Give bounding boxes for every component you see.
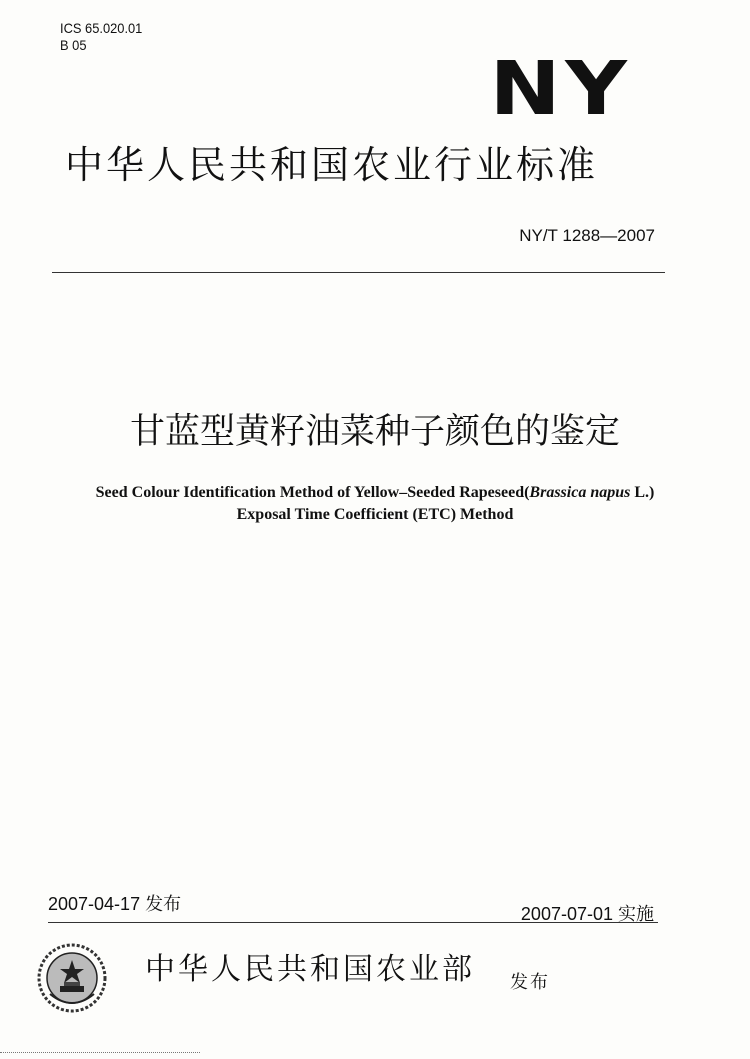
species-name: Brassica napus bbox=[529, 484, 631, 501]
standard-number: NY/T 1288—2007 bbox=[519, 226, 655, 245]
english-title bbox=[30, 482, 720, 526]
page-bottom-dotted-line bbox=[0, 1052, 200, 1053]
class-code: B 05 bbox=[60, 37, 87, 53]
implementation-date: 2007-07-01 实施 bbox=[520, 904, 654, 924]
chinese-title: 甘蓝型黄籽油菜种子颜色的鉴定 bbox=[129, 412, 620, 452]
national-emblem-icon bbox=[36, 942, 108, 1014]
issuer-name: 中华人民共和国农业部 bbox=[145, 952, 475, 987]
english-title-line1 bbox=[30, 482, 720, 504]
organization-title: 中华人民共和国农业行业标准 bbox=[65, 143, 599, 187]
english-title-line2: Exposal Time Coefficient (ETC) Method bbox=[236, 506, 514, 523]
header-divider bbox=[52, 272, 665, 273]
footer-divider bbox=[48, 922, 658, 923]
classification-codes bbox=[60, 20, 150, 54]
issue-date: 2007-04-17 发布 bbox=[48, 894, 182, 914]
issuer-suffix: 发布 bbox=[510, 972, 550, 993]
ny-logo: NY bbox=[489, 46, 632, 132]
english-title-text: Seed Colour Identification Method of Yellow–Seeded Rapeseed( bbox=[95, 484, 530, 501]
ics-code: ICS 65.020.01 bbox=[60, 20, 143, 36]
english-title-end: L.) bbox=[630, 484, 655, 501]
